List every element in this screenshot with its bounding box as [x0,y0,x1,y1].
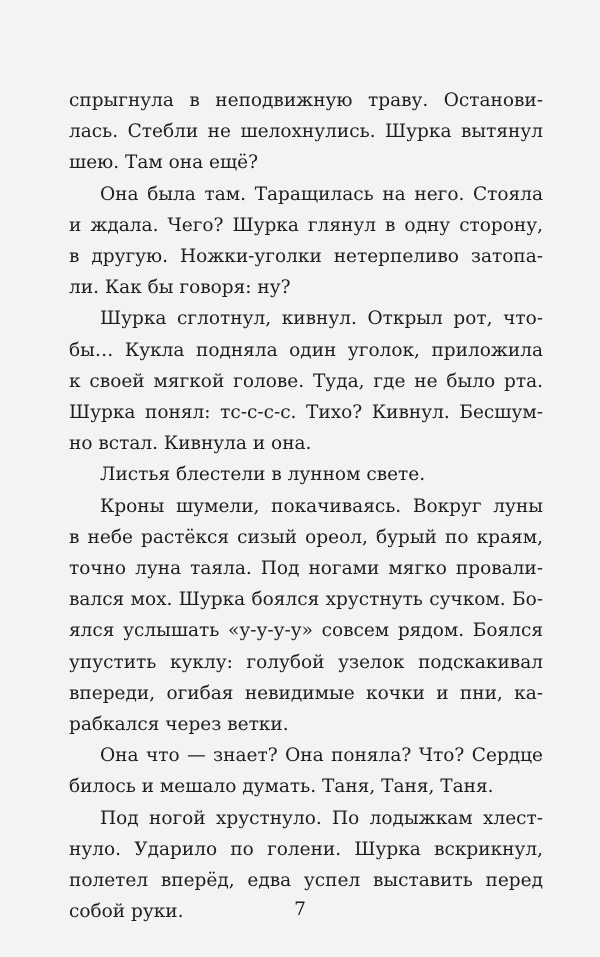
text-line: к своей мягкой голове. Туда, где не было рта. [69,370,543,392]
text-line: ялся услышать «у-у-у-у» совсем рядом. Боялся [69,620,543,642]
text-line: билось и мешало думать. Таня, Таня, Таня. [69,776,494,798]
text-line: Она была там. Таращилась на него. Стояла [100,183,543,205]
text-line: Шурка сглотнул, кивнул. Открыл рот, что- [100,308,543,330]
paragraph [69,491,543,741]
text-line: ли. Как бы говоря: ну? [69,277,291,299]
text-line: Шурка понял: тс-с-с-с. Тихо? Кивнул. Бесшум- [69,402,543,424]
text-line: Листья блестели в лунном свете. [100,464,426,486]
text-line: рабкался через ветки. [69,714,289,736]
body-text [69,85,543,927]
text-line: бы… Кукла подняла один уголок, приложила [69,339,543,361]
text-line: Под ногой хрустнуло. По лодыжкам хлест- [100,807,543,829]
paragraph [69,85,543,179]
text-line: упустить куклу: голубой узелок подскакивал [69,651,543,673]
paragraph [69,179,543,304]
text-line: спрыгнула в неподвижную траву. Останови- [69,90,543,111]
text-line: и ждала. Чего? Шурка глянул в одну сторону, [69,214,543,236]
page-number: 7 [294,899,306,920]
text-line: Она что — знает? Она поняла? Что? Сердце [100,745,543,767]
text-line: вался мох. Шурка боялся хрустнуть сучком. Бо- [69,589,543,611]
text-line: полетел вперёд, едва успел выставить перед [69,870,543,892]
text-line: нуло. Ударило по голени. Шурка вскрикнул, [69,838,543,860]
paragraph [69,740,543,802]
text-line: Кроны шумели, покачиваясь. Вокруг луны [100,495,543,517]
paragraph [69,303,543,459]
text-line: точно луна таяла. Под ногами мягко провали- [69,558,543,580]
text-line: но встал. Кивнула и она. [69,433,312,455]
text-line: впереди, огибая невидимые кочки и пни, ка- [69,682,543,704]
text-line: в другую. Ножки-уголки нетерпеливо затопа- [69,246,543,268]
text-line: шею. Там она ещё? [69,152,259,174]
text-line: в небе растёкся сизый ореол, бурый по краям, [69,526,543,548]
paragraph [69,459,543,490]
text-line: собой руки. [69,901,184,923]
text-line: лась. Стебли не шелохнулись. Шурка вытянул [69,121,543,143]
